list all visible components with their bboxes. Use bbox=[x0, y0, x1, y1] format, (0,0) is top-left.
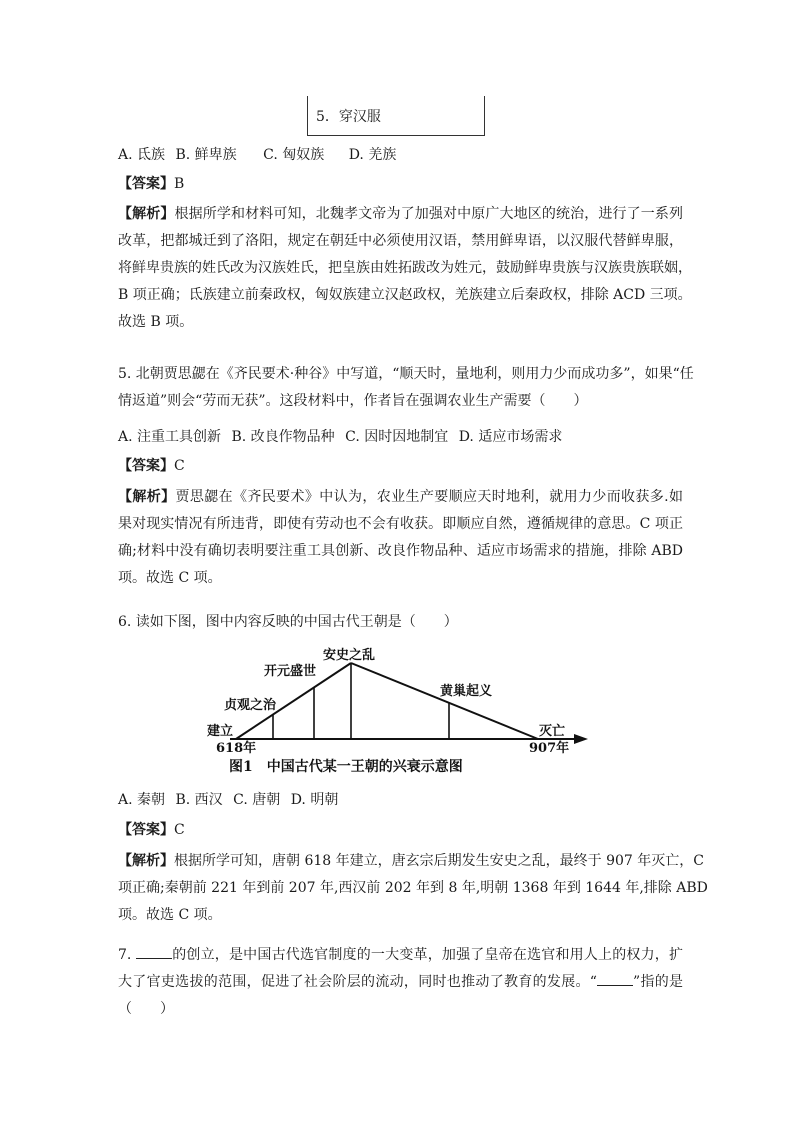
answer-value: C bbox=[174, 822, 185, 838]
label-founding: 建立 bbox=[207, 724, 234, 739]
measures-table-fragment bbox=[307, 96, 485, 136]
q6-answer bbox=[118, 820, 185, 840]
q4-option-b: B. 鲜卑族 bbox=[175, 147, 237, 163]
label-year-start: 618年 bbox=[216, 741, 257, 756]
q6-analysis bbox=[118, 848, 708, 929]
analysis-label: 【解析】 bbox=[118, 853, 174, 869]
q4-analysis bbox=[118, 201, 692, 336]
q7-stem bbox=[118, 942, 683, 1023]
stem-line: （ ） bbox=[118, 1001, 174, 1017]
q4-option-d: D. 羌族 bbox=[348, 147, 397, 163]
analysis-line: 改革，把都城迁到了洛阳，规定在朝廷中必须使用汉语，禁用鲜卑语，以汉服代替鲜卑服， bbox=[118, 233, 683, 249]
q6-options bbox=[118, 790, 344, 810]
q5-option-d: D. 适应市场需求 bbox=[458, 429, 563, 445]
answer-value: B bbox=[174, 176, 185, 192]
q6-option-a: A. 秦朝 bbox=[118, 792, 166, 808]
label-anshi: 安史之乱 bbox=[323, 648, 376, 663]
analysis-line: 项正确;秦朝前 221 年到前 207 年,西汉前 202 年到 8 年,明朝 1368 年到 1644 年,排除 ABD bbox=[118, 880, 708, 896]
label-kaiyuan: 开元盛世 bbox=[264, 664, 317, 679]
q5-option-a: A. 注重工具创新 bbox=[118, 429, 222, 445]
stem-line: ”指的是 bbox=[632, 974, 683, 990]
analysis-line: 果对现实情况有所违背，即使有劳动也不会有收获。即顺应自然，遵循规律的意思。C 项正 bbox=[118, 516, 683, 532]
answer-label: 【答案】 bbox=[118, 176, 174, 192]
q5-answer bbox=[118, 456, 185, 476]
stem-line: 情返道”则会“劳而无获”。这段材料中，作者旨在强调农业生产需要（ ） bbox=[118, 393, 588, 409]
q6-option-d: D. 明朝 bbox=[290, 792, 339, 808]
q4-option-a: A. 氐族 bbox=[118, 147, 166, 163]
analysis-line: 根据所学可知，唐朝 618 年建立，唐玄宗后期发生安史之乱，最终于 907 年灭亡，C bbox=[174, 853, 704, 869]
fill-blank bbox=[136, 944, 172, 959]
analysis-line: 故选 B 项。 bbox=[118, 314, 194, 330]
analysis-label: 【解析】 bbox=[118, 206, 175, 222]
analysis-line: 项。故选 C 项。 bbox=[118, 907, 222, 923]
analysis-line: 项。故选 C 项。 bbox=[118, 570, 222, 586]
label-year-end: 907年 bbox=[529, 741, 570, 756]
analysis-line: 将鲜卑贵族的姓氏改为汉族姓氏，把皇族由姓拓跋改为姓元，鼓励鲜卑贵族与汉族贵族联姻， bbox=[118, 260, 692, 276]
answer-value: C bbox=[174, 458, 185, 474]
q6-option-b: B. 西汉 bbox=[175, 792, 223, 808]
q5-option-b: B. 改良作物品种 bbox=[231, 429, 335, 445]
q5-options bbox=[118, 427, 568, 447]
label-huangchao: 黄巢起义 bbox=[440, 684, 493, 699]
analysis-line: B 项正确；氐族建立前秦政权，匈奴族建立汉赵政权，羌族建立后秦政权，排除 ACD 三项。 bbox=[118, 287, 692, 303]
analysis-line: 贾思勰在《齐民要术》中认为，农业生产要顺应天时地利，就用力少而收获多.如 bbox=[175, 489, 684, 505]
answer-label: 【答案】 bbox=[118, 822, 174, 838]
analysis-line: 确;材料中没有确切表明要注重工具创新、改良作物品种、适应市场需求的措施，排除 ABD bbox=[118, 543, 683, 559]
axis-arrow bbox=[574, 734, 588, 744]
label-fall: 灭亡 bbox=[539, 724, 566, 739]
analysis-label: 【解析】 bbox=[118, 489, 176, 505]
stem-line: 的创立，是中国古代选官制度的一大变革，加强了皇帝在选官和用人上的权力，扩 bbox=[172, 947, 684, 963]
q5-stem bbox=[118, 361, 694, 415]
stem-line: 5. 北朝贾思勰在《齐民要术·种谷》中写道，“顺天时，量地利，则用力少而成功多”，如果“任 bbox=[118, 366, 694, 382]
answer-label: 【答案】 bbox=[118, 458, 174, 474]
q5-option-c: C. 因时因地制宜 bbox=[345, 429, 449, 445]
label-zhenguan: 贞观之治 bbox=[224, 698, 277, 713]
q4-answer bbox=[118, 174, 184, 194]
figure-caption: 图1 中国古代某一王朝的兴衰示意图 bbox=[229, 759, 463, 775]
decline-line bbox=[351, 663, 538, 739]
q7-number: 7. bbox=[118, 947, 137, 963]
stem-line: 大了官吏选拔的范围，促进了社会阶层的流动，同时也推动了教育的发展。“ bbox=[118, 974, 597, 990]
q6-stem: 6. 读如下图，图中内容反映的中国古代王朝是（ ） bbox=[118, 614, 458, 630]
fill-blank bbox=[597, 971, 633, 986]
q4-option-c: C. 匈奴族 bbox=[263, 147, 325, 163]
analysis-line: 根据所学和材料可知，北魏孝文帝为了加强对中原广大地区的统治，进行了一系列 bbox=[174, 206, 684, 222]
q5-analysis bbox=[118, 484, 683, 592]
dynasty-rise-fall-diagram bbox=[200, 644, 600, 782]
q6-option-c: C. 唐朝 bbox=[233, 792, 281, 808]
table-item: 5．穿汉服 bbox=[316, 109, 381, 125]
q4-options bbox=[118, 145, 402, 165]
